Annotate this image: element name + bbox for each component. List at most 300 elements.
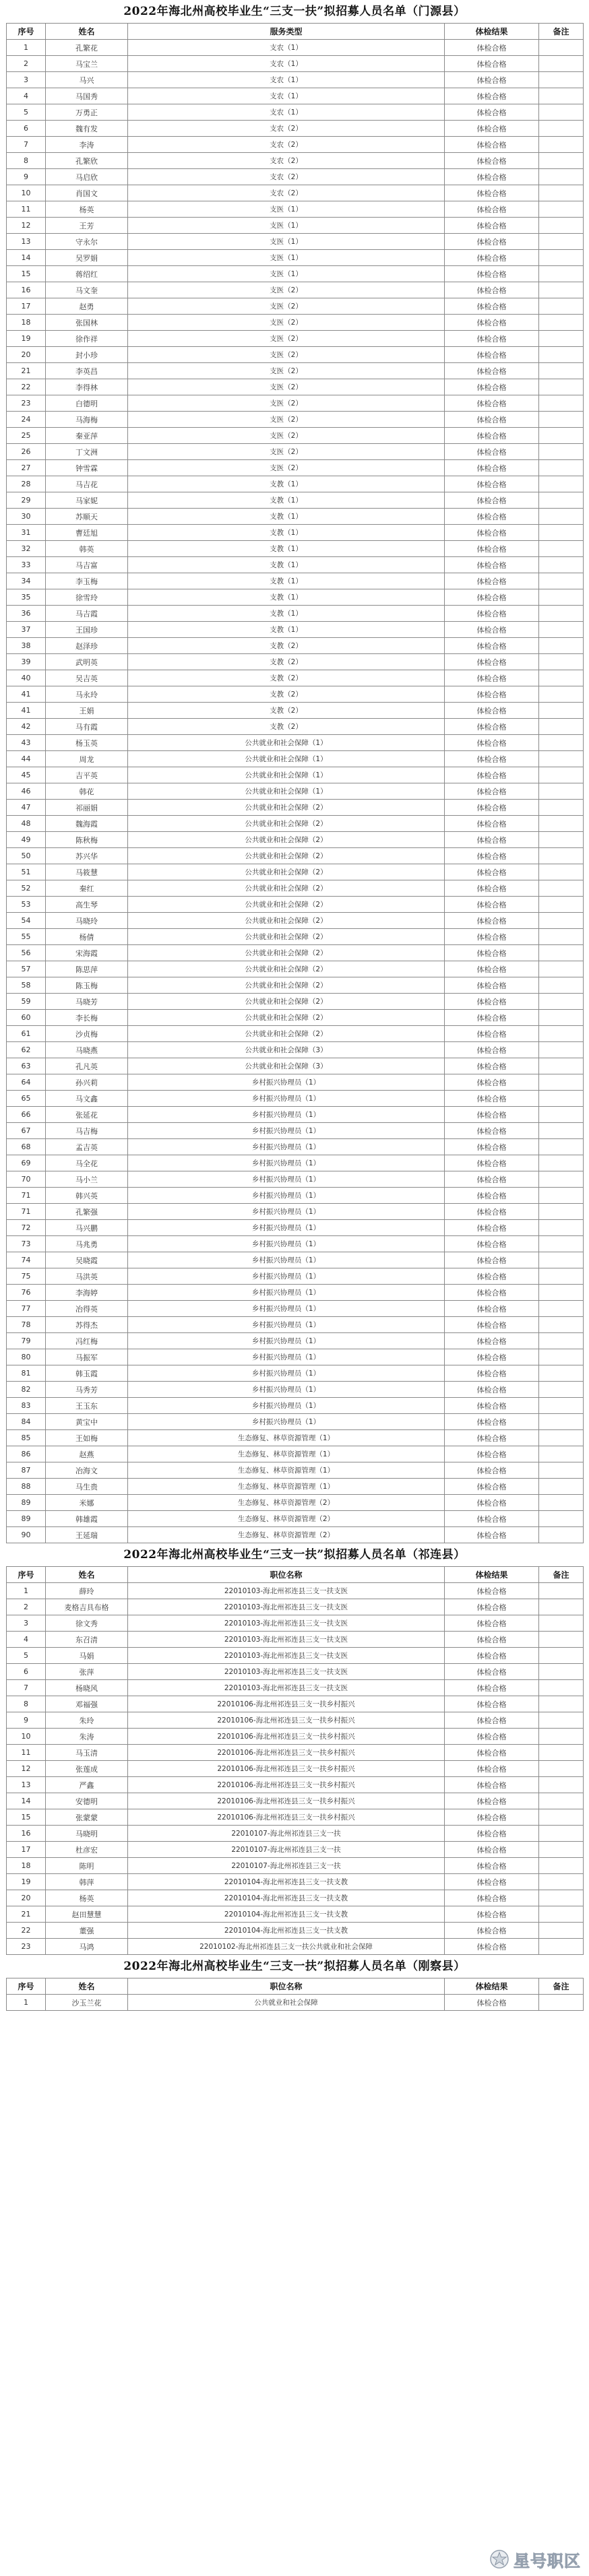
cell-type: 22010103-海北州祁连县三支一扶支医 [128,1632,445,1648]
table-row [7,218,584,234]
cell-index: 4 [7,1632,46,1648]
cell-type: 22010103-海北州祁连县三支一扶支医 [128,1615,445,1632]
cell-type: 乡村振兴协理员（1） [128,1123,445,1139]
cell-type: 乡村振兴协理员（1） [128,1301,445,1317]
cell-type: 乡村振兴协理员（1） [128,1398,445,1414]
cell-remark [539,1123,584,1139]
cell-index: 47 [7,800,46,816]
cell-index: 52 [7,880,46,897]
cell-name: 马吉富 [46,557,128,573]
cell-name: 张延花 [46,1107,128,1123]
cell-result: 体检合格 [445,1906,539,1923]
cell-index: 35 [7,589,46,606]
cell-remark [539,121,584,137]
cell-type: 22010106-海北州祁连县三支一扶乡村振兴 [128,1696,445,1712]
cell-remark [539,250,584,266]
cell-type: 乡村振兴协理员（1） [128,1204,445,1220]
cell-remark [539,589,584,606]
cell-index: 65 [7,1091,46,1107]
cell-name: 李涛 [46,137,128,153]
cell-remark [539,509,584,525]
cell-index: 76 [7,1285,46,1301]
cell-result: 体检合格 [445,1809,539,1826]
table-row [7,573,584,589]
cell-remark [539,1527,584,1543]
cell-remark [539,1091,584,1107]
cell-index: 86 [7,1446,46,1462]
cell-result: 体检合格 [445,1365,539,1382]
cell-type: 支医（2） [128,331,445,347]
cell-result: 体检合格 [445,1712,539,1729]
cell-index: 79 [7,1333,46,1349]
section-title: 2022年海北州高校毕业生“三支一扶”拟招募人员名单（门源县） [123,5,466,18]
cell-type: 支医（2） [128,444,445,460]
table-row [7,1939,584,1955]
cell-result: 体检合格 [445,1010,539,1026]
table-row [7,1680,584,1696]
table-row [7,40,584,56]
table-row [7,1139,584,1155]
cell-result: 体检合格 [445,897,539,913]
table-row [7,331,584,347]
cell-type: 支医（1） [128,218,445,234]
cell-type: 22010104-海北州祁连县三支一扶支教 [128,1906,445,1923]
cell-type: 乡村振兴协理员（1） [128,1188,445,1204]
cell-remark [539,1632,584,1648]
column-header: 体检结果 [445,24,539,40]
table-row [7,201,584,218]
table-row [7,1074,584,1091]
cell-type: 乡村振兴协理员（1） [128,1074,445,1091]
cell-result: 体检合格 [445,1285,539,1301]
cell-index: 34 [7,573,46,589]
cell-remark [539,1511,584,1527]
cell-result: 体检合格 [445,460,539,476]
cell-index: 78 [7,1317,46,1333]
cell-name: 李英昌 [46,363,128,379]
cell-remark [539,1414,584,1430]
cell-result: 体检合格 [445,282,539,298]
cell-type: 乡村振兴协理员（1） [128,1252,445,1268]
cell-index: 20 [7,347,46,363]
cell-remark [539,1010,584,1026]
cell-remark [539,1696,584,1712]
cell-index: 54 [7,913,46,929]
cell-remark [539,1317,584,1333]
cell-result: 体检合格 [445,913,539,929]
cell-result: 体检合格 [445,1349,539,1365]
cell-index: 49 [7,832,46,848]
cell-type: 公共就业和社会保障（2） [128,816,445,832]
cell-type: 22010103-海北州祁连县三支一扶支医 [128,1680,445,1696]
cell-remark [539,1495,584,1511]
cell-index: 14 [7,1793,46,1809]
cell-result: 体检合格 [445,169,539,185]
cell-type: 支农（2） [128,153,445,169]
cell-name: 秦红 [46,880,128,897]
cell-index: 66 [7,1107,46,1123]
cell-name: 守永尔 [46,234,128,250]
cell-index: 87 [7,1462,46,1479]
cell-remark [539,1858,584,1874]
cell-index: 24 [7,412,46,428]
table-row [7,1252,584,1268]
table-row [7,686,584,703]
table-row [7,460,584,476]
cell-name: 朱涛 [46,1729,128,1745]
cell-remark [539,557,584,573]
cell-index: 75 [7,1268,46,1285]
cell-name: 马娟 [46,1648,128,1664]
cell-index: 44 [7,751,46,767]
table-row [7,104,584,121]
cell-name: 杨晓风 [46,1680,128,1696]
cell-result: 体检合格 [445,541,539,557]
cell-result: 体检合格 [445,1026,539,1042]
table-row [7,1268,584,1285]
cell-result: 体检合格 [445,315,539,331]
cell-result: 体检合格 [445,1446,539,1462]
table-row [7,816,584,832]
cell-name: 马振军 [46,1349,128,1365]
cell-remark [539,1826,584,1842]
cell-result: 体检合格 [445,1058,539,1074]
cell-result: 体检合格 [445,492,539,509]
cell-type: 22010106-海北州祁连县三支一扶乡村振兴 [128,1745,445,1761]
cell-name: 马兆勇 [46,1236,128,1252]
cell-result: 体检合格 [445,1777,539,1793]
cell-name: 沙玉兰花 [46,1995,128,2011]
cell-remark [539,670,584,686]
cell-index: 48 [7,816,46,832]
cell-remark [539,1874,584,1890]
cell-name: 黄宝中 [46,1414,128,1430]
cell-type: 乡村振兴协理员（1） [128,1285,445,1301]
cell-result: 体检合格 [445,783,539,800]
cell-result: 体检合格 [445,832,539,848]
cell-name: 东召清 [46,1632,128,1648]
cell-name: 孔繁欣 [46,153,128,169]
table-row [7,509,584,525]
table-row [7,1696,584,1712]
cell-remark [539,848,584,864]
cell-remark [539,1074,584,1091]
cell-index: 69 [7,1155,46,1171]
cell-name: 严鑫 [46,1777,128,1793]
table-row [7,1874,584,1890]
cell-name: 陈明 [46,1858,128,1874]
cell-name: 马吉霞 [46,606,128,622]
cell-remark [539,476,584,492]
cell-index: 13 [7,234,46,250]
cell-remark [539,347,584,363]
cell-remark [539,945,584,961]
cell-result: 体检合格 [445,412,539,428]
cell-result: 体检合格 [445,185,539,201]
cell-name: 马有霞 [46,719,128,735]
cell-name: 冶得英 [46,1301,128,1317]
cell-remark [539,315,584,331]
cell-index: 37 [7,622,46,638]
table-row [7,395,584,412]
cell-index: 8 [7,1696,46,1712]
cell-remark [539,1107,584,1123]
cell-name: 王国珍 [46,622,128,638]
table-row [7,880,584,897]
cell-remark [539,1430,584,1446]
cell-type: 支农（1） [128,40,445,56]
column-header: 体检结果 [445,1567,539,1583]
cell-result: 体检合格 [445,72,539,88]
cell-result: 体检合格 [445,1430,539,1446]
table-row [7,298,584,315]
table-row [7,1527,584,1543]
cell-name: 赵田慧慧 [46,1906,128,1923]
cell-index: 6 [7,121,46,137]
cell-name: 韩萍 [46,1874,128,1890]
cell-remark [539,1648,584,1664]
cell-remark [539,767,584,783]
cell-index: 53 [7,897,46,913]
cell-name: 陈秋梅 [46,832,128,848]
cell-type: 乡村振兴协理员（1） [128,1155,445,1171]
cell-name: 徐作祥 [46,331,128,347]
cell-remark [539,622,584,638]
cell-remark [539,783,584,800]
table-row [7,1729,584,1745]
cell-name: 马永玲 [46,686,128,703]
table-row [7,1430,584,1446]
cell-remark [539,654,584,670]
cell-type: 支医（2） [128,412,445,428]
cell-type: 支教（1） [128,509,445,525]
cell-type: 22010104-海北州祁连县三支一扶支教 [128,1923,445,1939]
table-row [7,1890,584,1906]
cell-name: 马文鑫 [46,1091,128,1107]
table-row [7,735,584,751]
table-row [7,719,584,735]
cell-index: 18 [7,315,46,331]
cell-remark [539,169,584,185]
cell-index: 2 [7,1599,46,1615]
cell-name: 赵泽珍 [46,638,128,654]
cell-result: 体检合格 [445,266,539,282]
cell-index: 57 [7,961,46,977]
table-row [7,428,584,444]
cell-remark [539,1026,584,1042]
cell-type: 22010107-海北州祁连县三支一扶 [128,1842,445,1858]
column-header: 序号 [7,24,46,40]
table-row [7,185,584,201]
cell-index: 18 [7,1858,46,1874]
table-row [7,622,584,638]
cell-type: 22010107-海北州祁连县三支一扶 [128,1858,445,1874]
column-header: 序号 [7,1567,46,1583]
cell-name: 韩英 [46,541,128,557]
cell-index: 12 [7,1761,46,1777]
cell-remark [539,1712,584,1729]
cell-type: 公共就业和社会保障（2） [128,1026,445,1042]
cell-result: 体检合格 [445,153,539,169]
cell-name: 孙兴莉 [46,1074,128,1091]
cell-index: 39 [7,654,46,670]
cell-result: 体检合格 [445,1382,539,1398]
cell-type: 支农（1） [128,88,445,104]
cell-result: 体检合格 [445,347,539,363]
cell-remark [539,897,584,913]
cell-name: 张国林 [46,315,128,331]
cell-name: 韩玉霞 [46,1365,128,1382]
table-row [7,1285,584,1301]
cell-name: 杨英 [46,201,128,218]
cell-index: 22 [7,379,46,395]
cell-remark [539,56,584,72]
cell-remark [539,1058,584,1074]
cell-index: 2 [7,56,46,72]
cell-name: 沙贞梅 [46,1026,128,1042]
cell-remark [539,1761,584,1777]
table-row [7,1091,584,1107]
cell-remark [539,1333,584,1349]
section-title: 2022年海北州高校毕业生“三支一扶”拟招募人员名单（祁连县） [123,1548,466,1561]
cell-name: 吴罗娟 [46,250,128,266]
table-row [7,1220,584,1236]
cell-result: 体检合格 [445,1599,539,1615]
cell-result: 体检合格 [445,1220,539,1236]
cell-type: 支医（2） [128,298,445,315]
table-row [7,1026,584,1042]
cell-remark [539,104,584,121]
cell-result: 体检合格 [445,686,539,703]
table-row [7,1462,584,1479]
cell-index: 5 [7,1648,46,1664]
cell-remark [539,735,584,751]
cell-name: 马兴鹏 [46,1220,128,1236]
cell-remark [539,1042,584,1058]
table-row [7,1446,584,1462]
cell-name: 孔凡英 [46,1058,128,1074]
table-row [7,1058,584,1074]
table-row [7,1809,584,1826]
cell-type: 支教（2） [128,670,445,686]
cell-result: 体检合格 [445,40,539,56]
cell-remark [539,800,584,816]
star-logo-icon [488,2549,511,2569]
cell-remark [539,40,584,56]
cell-index: 33 [7,557,46,573]
table-row [7,864,584,880]
cell-name: 武明英 [46,654,128,670]
cell-remark [539,201,584,218]
cell-remark [539,606,584,622]
cell-remark [539,298,584,315]
table-row [7,783,584,800]
cell-result: 体检合格 [445,848,539,864]
cell-remark [539,1664,584,1680]
cell-name: 徐文秀 [46,1615,128,1632]
table-row [7,1842,584,1858]
cell-type: 乡村振兴协理员（1） [128,1414,445,1430]
cell-index: 46 [7,783,46,800]
cell-result: 体检合格 [445,816,539,832]
cell-result: 体检合格 [445,1995,539,2011]
table-row [7,1317,584,1333]
cell-index: 38 [7,638,46,654]
cell-index: 72 [7,1220,46,1236]
table-row [7,1123,584,1139]
cell-remark [539,234,584,250]
table-row [7,282,584,298]
table-row [7,638,584,654]
cell-remark [539,686,584,703]
cell-result: 体检合格 [445,719,539,735]
cell-remark [539,525,584,541]
cell-result: 体检合格 [445,1317,539,1333]
cell-result: 体检合格 [445,121,539,137]
cell-type: 支农（2） [128,137,445,153]
cell-result: 体检合格 [445,1188,539,1204]
cell-result: 体检合格 [445,1664,539,1680]
column-header: 姓名 [46,24,128,40]
cell-remark [539,1155,584,1171]
cell-result: 体检合格 [445,1171,539,1188]
cell-result: 体检合格 [445,1123,539,1139]
cell-result: 体检合格 [445,201,539,218]
cell-type: 22010106-海北州祁连县三支一扶乡村振兴 [128,1809,445,1826]
cell-remark [539,1301,584,1317]
cell-remark [539,1995,584,2011]
cell-result: 体检合格 [445,751,539,767]
table-header-row [7,1567,584,1583]
cell-index: 6 [7,1664,46,1680]
cell-type: 支教（1） [128,622,445,638]
cell-name: 吴吉英 [46,670,128,686]
cell-remark [539,541,584,557]
cell-index: 42 [7,719,46,735]
cell-remark [539,379,584,395]
table-row [7,800,584,816]
column-header: 备注 [539,24,584,40]
cell-name: 朱玲 [46,1712,128,1729]
cell-index: 43 [7,735,46,751]
cell-result: 体检合格 [445,1236,539,1252]
cell-type: 公共就业和社会保障（2） [128,1010,445,1026]
cell-type: 乡村振兴协理员（1） [128,1365,445,1382]
cell-index: 73 [7,1236,46,1252]
cell-result: 体检合格 [445,1398,539,1414]
cell-index: 1 [7,1995,46,2011]
cell-type: 乡村振兴协理员（1） [128,1333,445,1349]
cell-result: 体检合格 [445,1107,539,1123]
cell-result: 体检合格 [445,1696,539,1712]
cell-index: 60 [7,1010,46,1026]
table-row [7,1923,584,1939]
cell-type: 支农（2） [128,169,445,185]
cell-remark [539,185,584,201]
table-row [7,1777,584,1793]
cell-name: 周龙 [46,751,128,767]
cell-index: 89 [7,1511,46,1527]
cell-type: 乡村振兴协理员（1） [128,1107,445,1123]
table-row [7,1858,584,1874]
cell-index: 58 [7,977,46,994]
cell-remark [539,137,584,153]
cell-index: 81 [7,1365,46,1382]
table-row [7,121,584,137]
cell-result: 体检合格 [445,573,539,589]
cell-type: 22010106-海北州祁连县三支一扶乡村振兴 [128,1793,445,1809]
cell-index: 36 [7,606,46,622]
